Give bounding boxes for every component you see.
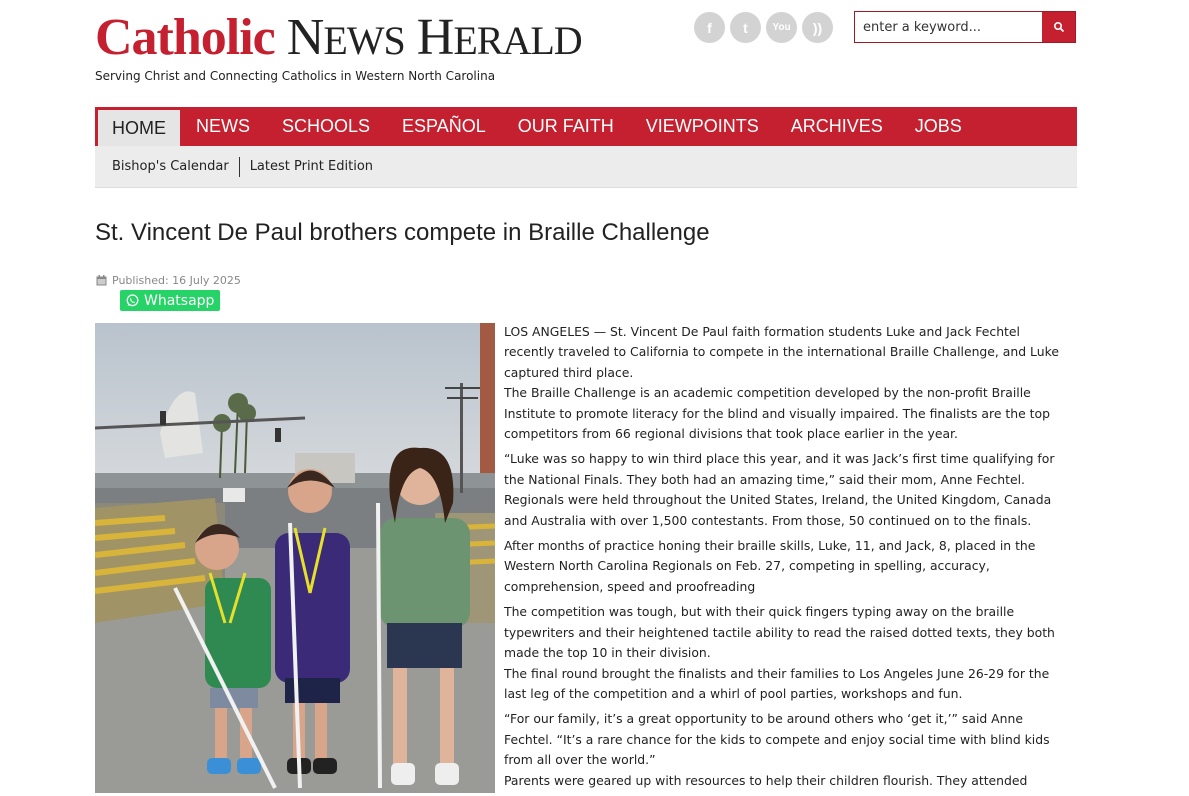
article-paragraph: “For our family, it’s a great opportunity to be around others who ‘get it,’” said Anne Fechtel. “It’s a rare chance for the kids to compete and enjoy social time with blind kids from all over the world.” Parents were geared up with resources to help their children flourish. They attended [504, 711, 1050, 788]
nav-schools[interactable]: SCHOOLS [282, 116, 371, 136]
nav-jobs[interactable]: JOBS [914, 116, 962, 136]
article-paragraph: The competition was tough, but with their quick fingers typing away on the braille typewriters and their heightened tactile ability to read the raised dotted texts, they both made the top 10 in their division. The final round brought the finalists and their families to Los Angeles June 26-29 for the last leg of the competition and a whirl of pool parties, workshops and fun. [504, 604, 1055, 701]
youtube-icon[interactable]: You [766, 12, 797, 43]
site-logo[interactable] [95, 8, 582, 71]
whatsapp-label: Whatsapp [144, 292, 215, 309]
nav-home[interactable]: HOME [98, 110, 180, 146]
logo-herald-rest: ERALD [453, 18, 582, 63]
logo-herald-initial: H [416, 9, 454, 66]
subnav-bishops-calendar[interactable]: Bishop's Calendar [112, 159, 229, 174]
article-paragraph: After months of practice honing their braille skills, Luke, 11, and Jack, 8, placed in the Western North Carolina Regionals on Feb. 27, competing in spelling, accuracy, comprehension, speed and proofreading [504, 538, 1036, 594]
site-tagline: Serving Christ and Connecting Catholics in Western North Carolina [95, 69, 496, 83]
search-icon [1053, 21, 1065, 33]
search-box [854, 11, 1076, 43]
article-body [504, 322, 1074, 796]
logo-news-initial: N [286, 9, 324, 66]
logo-news-rest: EWS [323, 18, 405, 63]
facebook-icon[interactable]: f [694, 12, 725, 43]
calendar-icon [96, 275, 107, 286]
photo-illustration [95, 323, 495, 793]
published-text: Published: 16 July 2025 [112, 274, 241, 287]
nav-our-faith[interactable]: OUR FAITH [517, 116, 614, 136]
published-date [96, 274, 241, 287]
nav-espanol[interactable]: ESPAÑOL [402, 116, 486, 136]
search-button[interactable] [1042, 12, 1075, 42]
rss-icon[interactable]: )) [802, 12, 833, 43]
article-photo [95, 323, 495, 793]
search-input[interactable] [855, 12, 1042, 42]
nav-news[interactable]: NEWS [196, 116, 250, 136]
article-title: St. Vincent De Paul brothers compete in Braille Challenge [95, 219, 710, 246]
nav-viewpoints[interactable]: VIEWPOINTS [645, 116, 759, 136]
main-nav [95, 107, 1077, 146]
article-paragraph: “Luke was so happy to win third place this year, and it was Jack’s first time qualifying for the National Finals. They both had an amazing time,” said their mom, Anne Fechtel. Regionals were held throughout the United States, Ireland, the United Kingdom, Canada and Australia with over 1,500 contestants. From those, 50 continued on to the finals. [504, 451, 1055, 528]
social-links [694, 12, 833, 43]
twitter-icon[interactable]: t [730, 12, 761, 43]
nav-archives[interactable]: ARCHIVES [790, 116, 883, 136]
sub-nav [95, 146, 1077, 188]
whatsapp-icon [126, 294, 139, 307]
whatsapp-share-button[interactable] [120, 290, 220, 311]
article-paragraph: LOS ANGELES — St. Vincent De Paul faith formation students Luke and Jack Fechtel recently traveled to California to compete in the international Braille Challenge, and Luke captured third place. The Braille Challenge is an academic competition developed by the non-profit Braille Institute to promote literacy for the blind and visually impaired. The finalists are the top competitors from 66 regional divisions that took place earlier in the year. [504, 324, 1059, 442]
subnav-latest-print-edition[interactable]: Latest Print Edition [249, 159, 374, 174]
logo-catholic: Catholic [95, 9, 275, 66]
